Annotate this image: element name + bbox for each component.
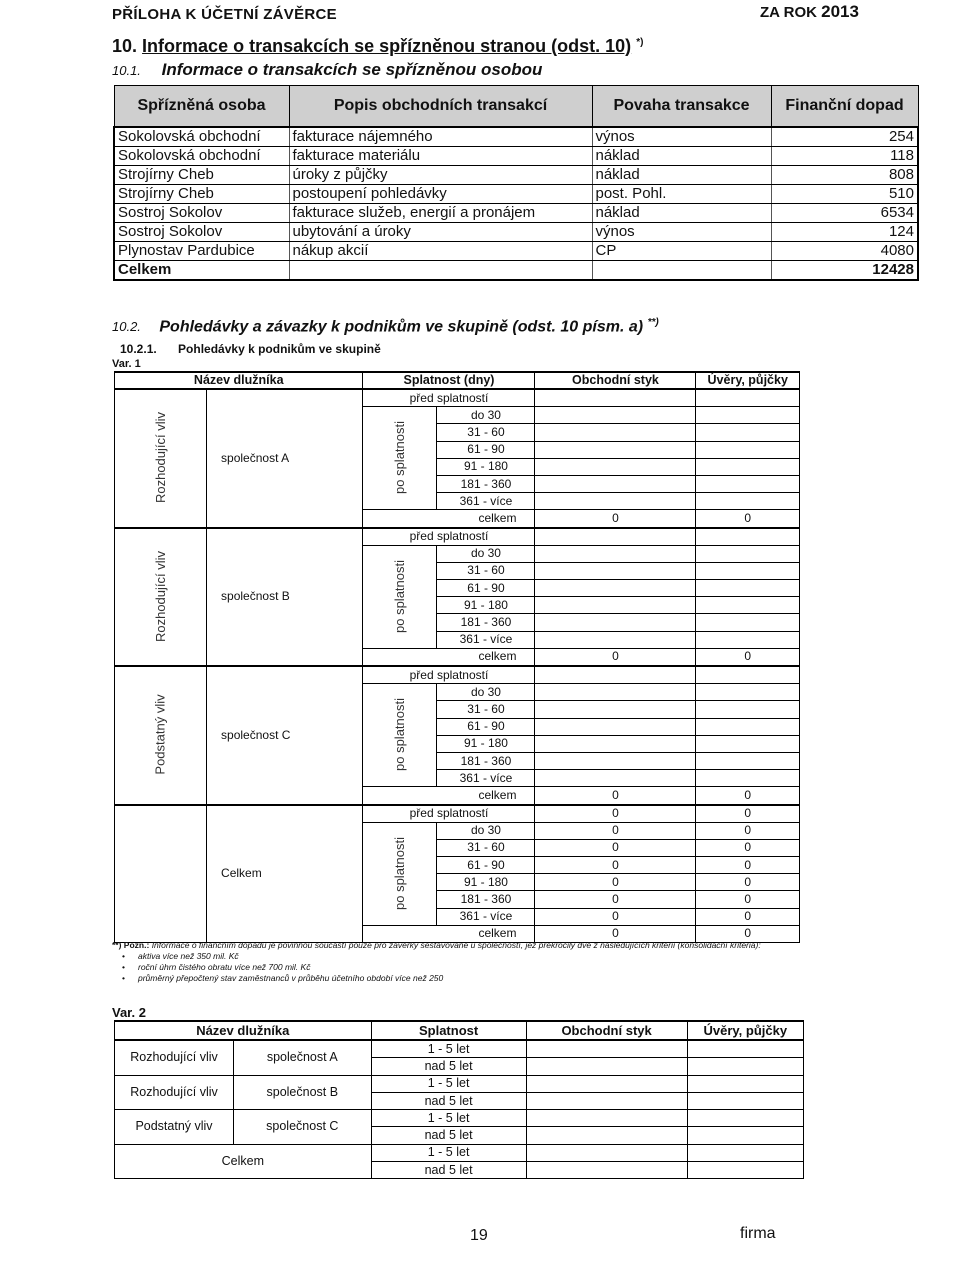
bucket-label: do 30 — [437, 407, 535, 424]
bucket-label: 361 - více — [437, 770, 535, 787]
company-cell: společnost A — [234, 1040, 372, 1075]
trade-value — [535, 389, 696, 407]
loans-value — [696, 718, 800, 735]
loans-value — [696, 528, 800, 546]
trade-value — [535, 407, 696, 424]
total-empty — [289, 261, 592, 281]
relation-cell — [115, 666, 207, 805]
loans-value — [696, 735, 800, 752]
total-label: Celkem — [114, 261, 289, 281]
loans-value: 0 — [696, 822, 800, 839]
cell-nature: náklad — [592, 166, 771, 185]
trade-value: 0 — [535, 891, 696, 908]
bucket-label: celkem — [363, 925, 535, 942]
loans-value — [696, 424, 800, 441]
related-transactions-table — [113, 85, 919, 281]
section-10-2-mark: **) — [647, 317, 659, 328]
trade-value: 0 — [535, 822, 696, 839]
table-row — [115, 528, 800, 546]
section-10-title: Informace o transakcích se spřízněnou stranou (odst. 10) — [142, 36, 632, 56]
bucket-label: 361 - více — [437, 908, 535, 925]
table-row — [114, 147, 918, 166]
bucket-label: 31 - 60 — [437, 562, 535, 579]
bucket-label: před splatností — [363, 805, 535, 823]
bucket-label: 181 - 360 — [437, 752, 535, 769]
cell-party: Plynostav Pardubice — [114, 242, 289, 261]
trade-value — [535, 545, 696, 562]
cell-party: Sokolovská obchodní — [114, 127, 289, 147]
trade-value — [526, 1127, 687, 1144]
total-value: 12428 — [771, 261, 918, 281]
bucket-label: 181 - 360 — [437, 891, 535, 908]
trade-value: 0 — [535, 874, 696, 891]
loans-value: 0 — [696, 805, 800, 823]
loans-value: 0 — [696, 925, 800, 942]
table-row — [114, 242, 918, 261]
section-10-2-title: Pohledávky a závazky k podnikům ve skupině (odst. 10 písm. a) — [159, 318, 644, 336]
trade-value — [535, 631, 696, 648]
col-header-trade: Obchodní styk — [535, 372, 696, 389]
bucket-label: před splatností — [363, 666, 535, 684]
company-cell: společnost C — [234, 1110, 372, 1145]
cell-impact: 124 — [771, 223, 918, 242]
bucket-label: 91 - 180 — [437, 458, 535, 475]
term-label: 1 - 5 let — [371, 1110, 526, 1127]
cell-nature: náklad — [592, 204, 771, 223]
term-label: 1 - 5 let — [371, 1144, 526, 1161]
table-row — [114, 127, 918, 147]
cell-party: Strojírny Cheb — [114, 166, 289, 185]
trade-value — [535, 770, 696, 787]
col-header-impact: Finanční dopad — [771, 86, 918, 128]
section-10-2-number: 10.2. — [112, 319, 141, 335]
trade-value: 0 — [535, 787, 696, 805]
section-10-1-heading — [112, 60, 542, 80]
receivables-table-var2 — [114, 1020, 804, 1179]
table-row — [115, 666, 800, 684]
section-10-number: 10. — [112, 36, 138, 56]
loans-value — [696, 389, 800, 407]
footnote-main — [112, 940, 912, 951]
loans-value — [696, 562, 800, 579]
bucket-label: celkem — [363, 787, 535, 805]
bucket-label: 181 - 360 — [437, 475, 535, 492]
loans-value — [687, 1127, 803, 1144]
cell-nature: post. Pohl. — [592, 185, 771, 204]
trade-value: 0 — [535, 805, 696, 823]
receivables-table-var1 — [114, 371, 800, 943]
overdue-cell — [363, 684, 437, 787]
table-row — [114, 204, 918, 223]
loans-value — [687, 1075, 803, 1092]
trade-value — [535, 735, 696, 752]
loans-value — [696, 493, 800, 510]
loans-value — [687, 1110, 803, 1127]
firm-label: firma — [740, 1225, 776, 1242]
bucket-label: 31 - 60 — [437, 424, 535, 441]
loans-value — [696, 545, 800, 562]
loans-value — [696, 684, 800, 701]
loans-value — [696, 580, 800, 597]
variant-2-label: Var. 2 — [112, 1005, 146, 1020]
section-10-2-1-number: 10.2.1. — [120, 342, 157, 356]
trade-value — [535, 684, 696, 701]
col-header-description: Popis obchodních transakcí — [289, 86, 592, 128]
relation-label: Rozhodující vliv — [153, 412, 169, 504]
cell-description: fakturace služeb, energií a pronájem — [289, 204, 592, 223]
overdue-label: po splatnosti — [392, 559, 408, 633]
trade-value — [535, 441, 696, 458]
col-header-trade: Obchodní styk — [526, 1021, 687, 1040]
trade-value: 0 — [535, 510, 696, 528]
loans-value — [687, 1040, 803, 1058]
loans-value — [696, 770, 800, 787]
section-10-2-1-title: Pohledávky k podnikům ve skupině — [178, 342, 381, 356]
loans-value: 0 — [696, 510, 800, 528]
term-label: 1 - 5 let — [371, 1075, 526, 1092]
table-row — [115, 1144, 804, 1161]
footnote-item: • roční úhrn čistého obratu více než 700 mil. Kč — [112, 962, 912, 973]
relation-cell — [115, 389, 207, 528]
cell-party: Sostroj Sokolov — [114, 204, 289, 223]
trade-value — [535, 580, 696, 597]
table-row — [115, 1040, 804, 1058]
bucket-label: do 30 — [437, 684, 535, 701]
footnote — [112, 940, 912, 984]
col-header-maturity: Splatnost (dny) — [363, 372, 535, 389]
relation-cell — [115, 805, 207, 943]
trade-value — [535, 666, 696, 684]
overdue-label: po splatnosti — [392, 836, 408, 910]
relation-label: Podstatný vliv — [153, 694, 169, 775]
bucket-label: do 30 — [437, 545, 535, 562]
loans-value — [696, 666, 800, 684]
bucket-label: 91 - 180 — [437, 735, 535, 752]
header-year-value: 2013 — [821, 2, 859, 21]
relation-label: Rozhodující vliv — [153, 550, 169, 642]
loans-value: 0 — [696, 857, 800, 874]
trade-value: 0 — [535, 908, 696, 925]
overdue-cell — [363, 822, 437, 925]
trade-value — [535, 701, 696, 718]
overdue-label: po splatnosti — [392, 421, 408, 495]
cell-description: postoupení pohledávky — [289, 185, 592, 204]
table-total-row — [114, 261, 918, 281]
trade-value — [535, 493, 696, 510]
loans-value — [696, 614, 800, 631]
bucket-label: celkem — [363, 510, 535, 528]
section-10-mark: *) — [636, 37, 644, 48]
footnote-item: • průměrný přepočtený stav zaměstnanců v průběhu účetního období více než 250 — [112, 973, 912, 984]
table-row — [114, 223, 918, 242]
trade-value — [535, 614, 696, 631]
section-10-2-heading — [112, 317, 659, 336]
loans-value — [687, 1162, 803, 1179]
col-header-loans: Úvěry, půjčky — [687, 1021, 803, 1040]
col-header-loans: Úvěry, půjčky — [696, 372, 800, 389]
trade-value — [535, 458, 696, 475]
loans-value — [696, 597, 800, 614]
trade-value — [535, 475, 696, 492]
bucket-label: před splatností — [363, 528, 535, 546]
loans-value: 0 — [696, 874, 800, 891]
company-cell: společnost C — [207, 666, 363, 805]
trade-value: 0 — [535, 857, 696, 874]
section-10-2-1-heading — [120, 342, 381, 356]
trade-value — [535, 424, 696, 441]
term-label: 1 - 5 let — [371, 1040, 526, 1058]
loans-value: 0 — [696, 787, 800, 805]
cell-impact: 4080 — [771, 242, 918, 261]
table-row — [115, 805, 800, 823]
bucket-label: 31 - 60 — [437, 839, 535, 856]
bucket-label: 31 - 60 — [437, 701, 535, 718]
col-header-term: Splatnost — [371, 1021, 526, 1040]
trade-value — [535, 562, 696, 579]
bucket-label: 181 - 360 — [437, 614, 535, 631]
variant-1-label: Var. 1 — [112, 358, 141, 370]
cell-nature: výnos — [592, 223, 771, 242]
section-10-1-number: 10.1. — [112, 63, 141, 78]
bucket-label: 61 - 90 — [437, 857, 535, 874]
footnote-item: • aktiva více než 350 mil. Kč — [112, 951, 912, 962]
cell-impact: 6534 — [771, 204, 918, 223]
trade-value — [535, 597, 696, 614]
loans-value — [696, 458, 800, 475]
term-label: nad 5 let — [371, 1127, 526, 1144]
table-row — [114, 185, 918, 204]
col-header-party: Spřízněná osoba — [114, 86, 289, 128]
trade-value — [526, 1110, 687, 1127]
table-row — [115, 389, 800, 407]
cell-description: fakturace materiálu — [289, 147, 592, 166]
cell-nature: náklad — [592, 147, 771, 166]
loans-value — [696, 475, 800, 492]
term-label: nad 5 let — [371, 1058, 526, 1075]
term-label: nad 5 let — [371, 1092, 526, 1109]
cell-description: nákup akcií — [289, 242, 592, 261]
company-cell: společnost B — [234, 1075, 372, 1110]
loans-value: 0 — [696, 648, 800, 666]
trade-value — [526, 1092, 687, 1109]
section-10-heading — [112, 36, 643, 57]
cell-party: Sostroj Sokolov — [114, 223, 289, 242]
total-empty — [592, 261, 771, 281]
header-year-prefix: ZA ROK — [760, 4, 817, 21]
section-10-1-title: Informace o transakcích se spřízněnou osobou — [161, 60, 543, 79]
loans-value — [696, 631, 800, 648]
cell-party: Strojírny Cheb — [114, 185, 289, 204]
col-header-debtor: Název dlužníka — [115, 1021, 372, 1040]
bucket-label: 361 - více — [437, 631, 535, 648]
cell-impact: 510 — [771, 185, 918, 204]
overdue-cell — [363, 407, 437, 510]
bucket-label: 361 - více — [437, 493, 535, 510]
footnote-mark: **) Pozn.: — [112, 940, 150, 950]
bucket-label: 91 - 180 — [437, 597, 535, 614]
bucket-label: do 30 — [437, 822, 535, 839]
cell-description: úroky z půjčky — [289, 166, 592, 185]
bucket-label: 61 - 90 — [437, 441, 535, 458]
loans-value: 0 — [696, 891, 800, 908]
relation-cell — [115, 528, 207, 667]
loans-value: 0 — [696, 839, 800, 856]
trade-value — [526, 1040, 687, 1058]
cell-impact: 808 — [771, 166, 918, 185]
table-row — [115, 1075, 804, 1092]
footnote-text: Informace o finančním dopadu je povinnou součástí pouze pro závěrky sestavované u společností, jež překročily dvě z následujících kritérií (konsolidační kritéria): — [151, 940, 761, 950]
bucket-label: 61 - 90 — [437, 718, 535, 735]
trade-value — [535, 752, 696, 769]
cell-nature: CP — [592, 242, 771, 261]
trade-value — [526, 1075, 687, 1092]
loans-value — [696, 441, 800, 458]
bucket-label: 61 - 90 — [437, 580, 535, 597]
trade-value — [526, 1144, 687, 1161]
overdue-cell — [363, 545, 437, 648]
trade-value: 0 — [535, 925, 696, 942]
company-cell: Celkem — [207, 805, 363, 943]
cell-description: fakturace nájemného — [289, 127, 592, 147]
term-label: nad 5 let — [371, 1162, 526, 1179]
cell-party: Sokolovská obchodní — [114, 147, 289, 166]
trade-value — [535, 718, 696, 735]
bucket-label: před splatností — [363, 389, 535, 407]
trade-value: 0 — [535, 648, 696, 666]
relation-cell: Rozhodující vliv — [115, 1040, 234, 1075]
trade-value — [526, 1162, 687, 1179]
header-title: PŘÍLOHA K ÚČETNÍ ZÁVĚRCE — [112, 6, 337, 23]
bucket-label: celkem — [363, 648, 535, 666]
bucket-label: 91 - 180 — [437, 874, 535, 891]
trade-value: 0 — [535, 839, 696, 856]
cell-nature: výnos — [592, 127, 771, 147]
table-row — [115, 1110, 804, 1127]
relation-cell: Rozhodující vliv — [115, 1075, 234, 1110]
loans-value — [687, 1092, 803, 1109]
col-header-debtor: Název dlužníka — [115, 372, 363, 389]
trade-value — [535, 528, 696, 546]
table-row — [114, 166, 918, 185]
trade-value — [526, 1058, 687, 1075]
header-year — [760, 2, 859, 22]
cell-impact: 118 — [771, 147, 918, 166]
company-cell: společnost B — [207, 528, 363, 667]
company-cell: společnost A — [207, 389, 363, 528]
loans-value — [687, 1144, 803, 1161]
loans-value — [696, 407, 800, 424]
cell-description: ubytování a úroky — [289, 223, 592, 242]
col-header-nature: Povaha transakce — [592, 86, 771, 128]
page-number: 19 — [470, 1227, 488, 1244]
loans-value: 0 — [696, 908, 800, 925]
loans-value — [687, 1058, 803, 1075]
loans-value — [696, 701, 800, 718]
relation-cell: Celkem — [115, 1144, 372, 1179]
overdue-label: po splatnosti — [392, 698, 408, 772]
loans-value — [696, 752, 800, 769]
cell-impact: 254 — [771, 127, 918, 147]
relation-cell: Podstatný vliv — [115, 1110, 234, 1145]
